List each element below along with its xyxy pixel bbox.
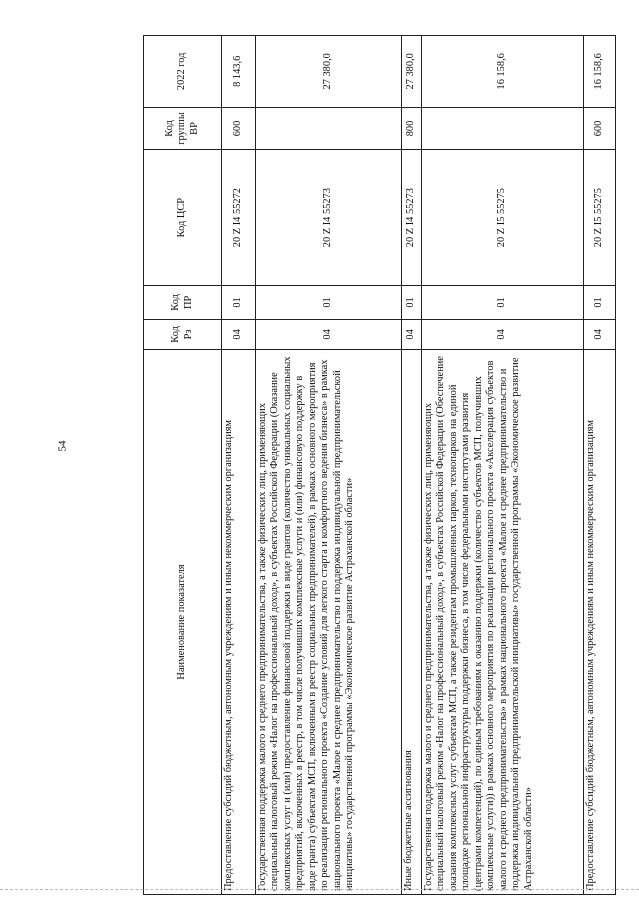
row-csr: 20 Z I4 55273 — [256, 150, 402, 286]
row-name: Предоставление субсидий бюджетным, автономным учреждениям и иным некоммерческим организациям — [222, 349, 256, 894]
table-row — [222, 36, 256, 895]
page-number: 54 — [56, 440, 69, 452]
row-pr: 01 — [422, 285, 584, 319]
table-row — [584, 36, 616, 895]
header-vr: Код группы ВР — [144, 107, 222, 150]
row-csr: 20 Z I5 55275 — [584, 150, 616, 286]
row-vr — [422, 107, 584, 150]
row-pr: 01 — [402, 285, 422, 319]
row-year: 16 158,6 — [584, 36, 616, 108]
row-year: 8 143,6 — [222, 36, 256, 108]
row-csr: 20 Z I4 55273 — [402, 150, 422, 286]
row-year: 16 158,6 — [422, 36, 584, 108]
header-csr: Код ЦСР — [144, 150, 222, 286]
row-rz: 04 — [422, 319, 584, 349]
header-rz: Код Рз — [144, 319, 222, 349]
row-rz: 04 — [402, 319, 422, 349]
row-csr: 20 Z I4 55272 — [222, 150, 256, 286]
row-year: 27 380,0 — [256, 36, 402, 108]
header-year: 2022 год — [144, 36, 222, 108]
row-year: 27 380,0 — [402, 36, 422, 108]
budget-table — [143, 35, 616, 895]
row-name: Предоставление субсидий бюджетным, автономным учреждениям и иным некоммерческим организациям — [584, 349, 616, 894]
header-pr: Код ПР — [144, 285, 222, 319]
row-pr: 01 — [256, 285, 402, 319]
table-header-row — [144, 36, 222, 895]
row-vr: 600 — [222, 107, 256, 150]
header-name: Наименование показателя — [144, 349, 222, 894]
row-csr: 20 Z I5 55275 — [422, 150, 584, 286]
scan-edge-line — [0, 889, 639, 890]
row-rz: 04 — [256, 319, 402, 349]
row-vr: 800 — [402, 107, 422, 150]
row-name: Государственная поддержка малого и среднего предпринимательства, а также физических лиц, применяющих специальный налоговый режим «Налог на профессиональный доход», в субъектах Российской Федерации (Обеспечение оказания комплексных услуг субъектам МСП, а также резидентам промышленных парков, технопарков на единой площадке региональной инфраструктуры поддержки бизнеса, в том числе федеральными институтами развития (центрами компетенций), по единым требованиям к оказанию поддержки (количество субъектов МСП, получивших комплексные услуги)) в рамках основного мероприятия по реализации регионального проекта «Акселерация субъектов малого и среднего предпринимательства» в рамках национального проекта «Малое и среднее предпринимательство и поддержка индивидуальной предпринимательской инициативы» государственной программы «Экономическое развитие Астраханской области» — [422, 349, 584, 894]
row-vr — [256, 107, 402, 150]
table-row — [402, 36, 422, 895]
row-rz: 04 — [222, 319, 256, 349]
table-row — [256, 36, 402, 895]
row-rz: 04 — [584, 319, 616, 349]
row-vr: 600 — [584, 107, 616, 150]
table-row — [422, 36, 584, 895]
row-name: Иные бюджетные ассигнования — [402, 349, 422, 894]
row-name: Государственная поддержка малого и среднего предпринимательства, а также физических лиц, применяющих специальный налоговый режим «Налог на профессиональный доход», в субъектах Российской Федерации (Оказание комплексных услуг и (или) предоставление финансовой поддержки в виде грантов (количество уникальных социальных предприятий, включенных в реестр, в том числе получивших комплексные услуги и (или) финансовую поддержку в виде гранта) субъектам МСП, включенным в реестр социальных предпринимателей), в рамках основного мероприятия по реализации регионального проекта «Создание условий для легкого старта и комфортного ведения бизнеса» в рамках национального проекта «Малое и среднее предпринимательство и поддержка индивидуальной предпринимательской инициативы» государственной программы «Экономическое развитие Астраханской области» — [256, 349, 402, 894]
row-pr: 01 — [584, 285, 616, 319]
budget-table-container — [143, 35, 615, 895]
row-pr: 01 — [222, 285, 256, 319]
